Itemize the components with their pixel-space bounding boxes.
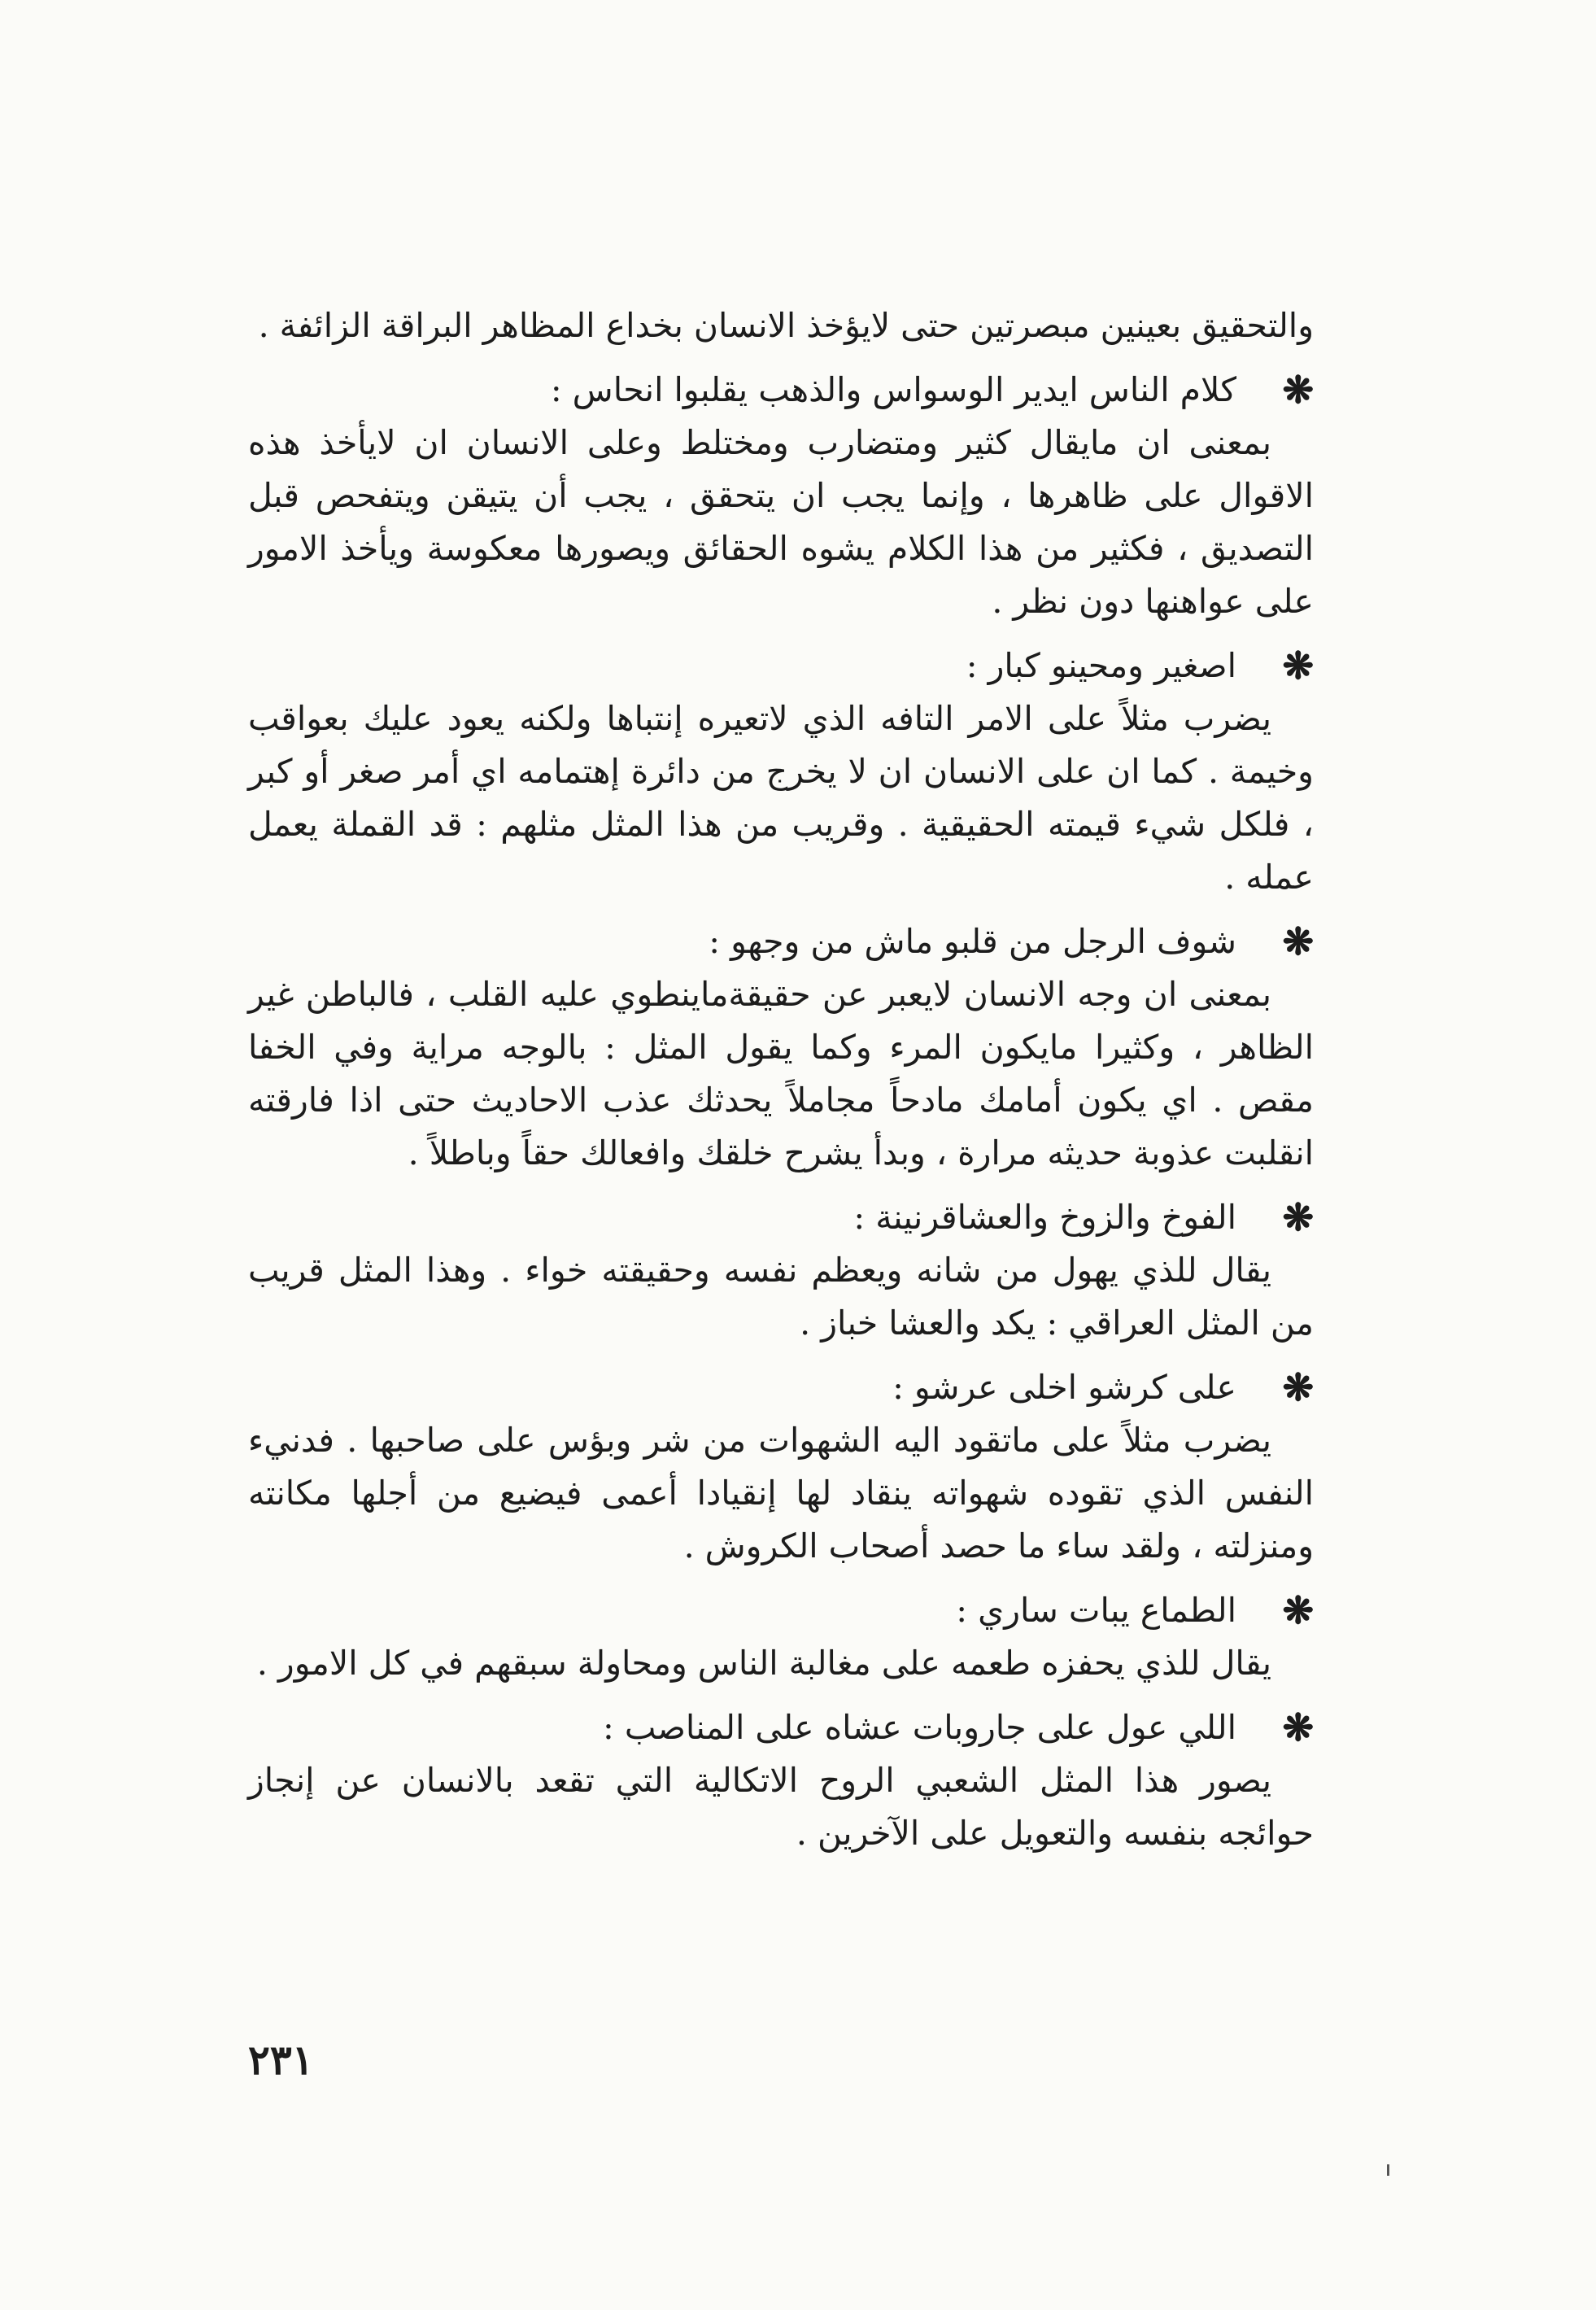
proverb-body: يقال للذي يحفزه طعمه على مغالبة الناس ومحاولة سبقهم في كل الامور . [256,1644,1271,1683]
asterism-bullet-icon: ❋ [1282,1365,1314,1409]
proverb-heading: ❋ الفوخ والزوخ والعشاقرنينة : [248,1191,1314,1244]
asterism-bullet-icon: ❋ [1282,919,1314,963]
proverb-item [248,915,1314,1180]
proverb-item [248,640,1314,904]
asterism-bullet-icon: ❋ [1282,1705,1314,1749]
asterism-bullet-icon: ❋ [1282,1588,1314,1632]
main-text [248,299,1314,1860]
proverb-heading: ❋ اصغير ومحينو كبار : [248,640,1314,692]
asterism-bullet-icon: ❋ [1282,1195,1314,1239]
proverb-body: بمعنى ان مايقال كثير ومتضارب ومختلط وعلى الانسان ان لايأخذ هذه الاقوال على ظاهرها ، وإنما يجب ان يتحقق ، يجب أن يتيقن ويتفحص قبل التصديق ، فكثير من هذا الكلام يشوه الحقائق ويصورها معكوسة ويأخذ الامور على عواهنها دون نظر . [248,423,1314,621]
proverb-heading: ❋ اللي عول على جاروبات عشاه على المناصب : [248,1701,1314,1754]
proverb-heading: ❋ على كرشو اخلى عرشو : [248,1361,1314,1414]
proverb-item [248,1701,1314,1860]
scan-speck [1387,2164,1389,2176]
proverb-item [248,1584,1314,1690]
proverb-body: يضرب مثلاً على الامر التافه الذي لاتعيره إنتباها ولكنه يعود عليك بعواقب وخيمة . كما ان على الانسان ان لا يخرج من دائرة إهتمامه اي أمر صغر أو كبر ، فلكل شيء قيمته الحقيقية . وقريب من هذا المثل مثلهم : قد القملة يعمل عمله . [248,699,1314,897]
asterism-bullet-icon: ❋ [1282,368,1314,412]
proverb-body: يضرب مثلاً على ماتقود اليه الشهوات من شر وبؤس على صاحبها . فدنيء النفس الذي تقوده شهواته ينقاد لها إنقيادا أعمى فيضيع من أجلها مكانته ومنزلته ، ولقد ساء ما حصد أصحاب الكروش . [248,1421,1314,1565]
proverb-heading: ❋ الطماع يبات ساري : [248,1584,1314,1637]
proverb-heading: ❋ شوف الرجل من قلبو ماش من وجهو : [248,915,1314,968]
proverb-item [248,1191,1314,1350]
asterism-bullet-icon: ❋ [1282,644,1314,688]
page-number: ٢٣١ [248,2036,314,2084]
proverb-item [248,1361,1314,1573]
intro-paragraph: والتحقيق بعينين مبصرتين حتى لايؤخذ الانسان بخداع المظاهر البراقة الزائفة . [258,306,1314,345]
proverb-item [248,364,1314,628]
proverb-heading: ❋ كلام الناس ايدير الوسواس والذهب يقلبوا انحاس : [248,364,1314,417]
proverb-body: يصور هذا المثل الشعبي الروح الاتكالية التي تقعد بالانسان عن إنجاز حوائجه بنفسه والتعويل على الآخرين . [248,1761,1314,1853]
proverb-body: بمعنى ان وجه الانسان لايعبر عن حقيقةماينطوي عليه القلب ، فالباطن غير الظاهر ، وكثيرا مايكون المرء وكما يقول المثل : بالوجه مراية وفي الخفا مقص . اي يكون أمامك مادحاً مجاملاً يحدثك عذب الاحاديث حتى اذا فارقته انقلبت عذوبة حديثه مرارة ، وبدأ يشرح خلقك وافعالك حقاً وباطلاً . [248,975,1314,1172]
proverb-body: يقال للذي يهول من شانه ويعظم نفسه وحقيقته خواء . وهذا المثل قريب من المثل العراقي : يكد والعشا خباز . [248,1251,1314,1343]
